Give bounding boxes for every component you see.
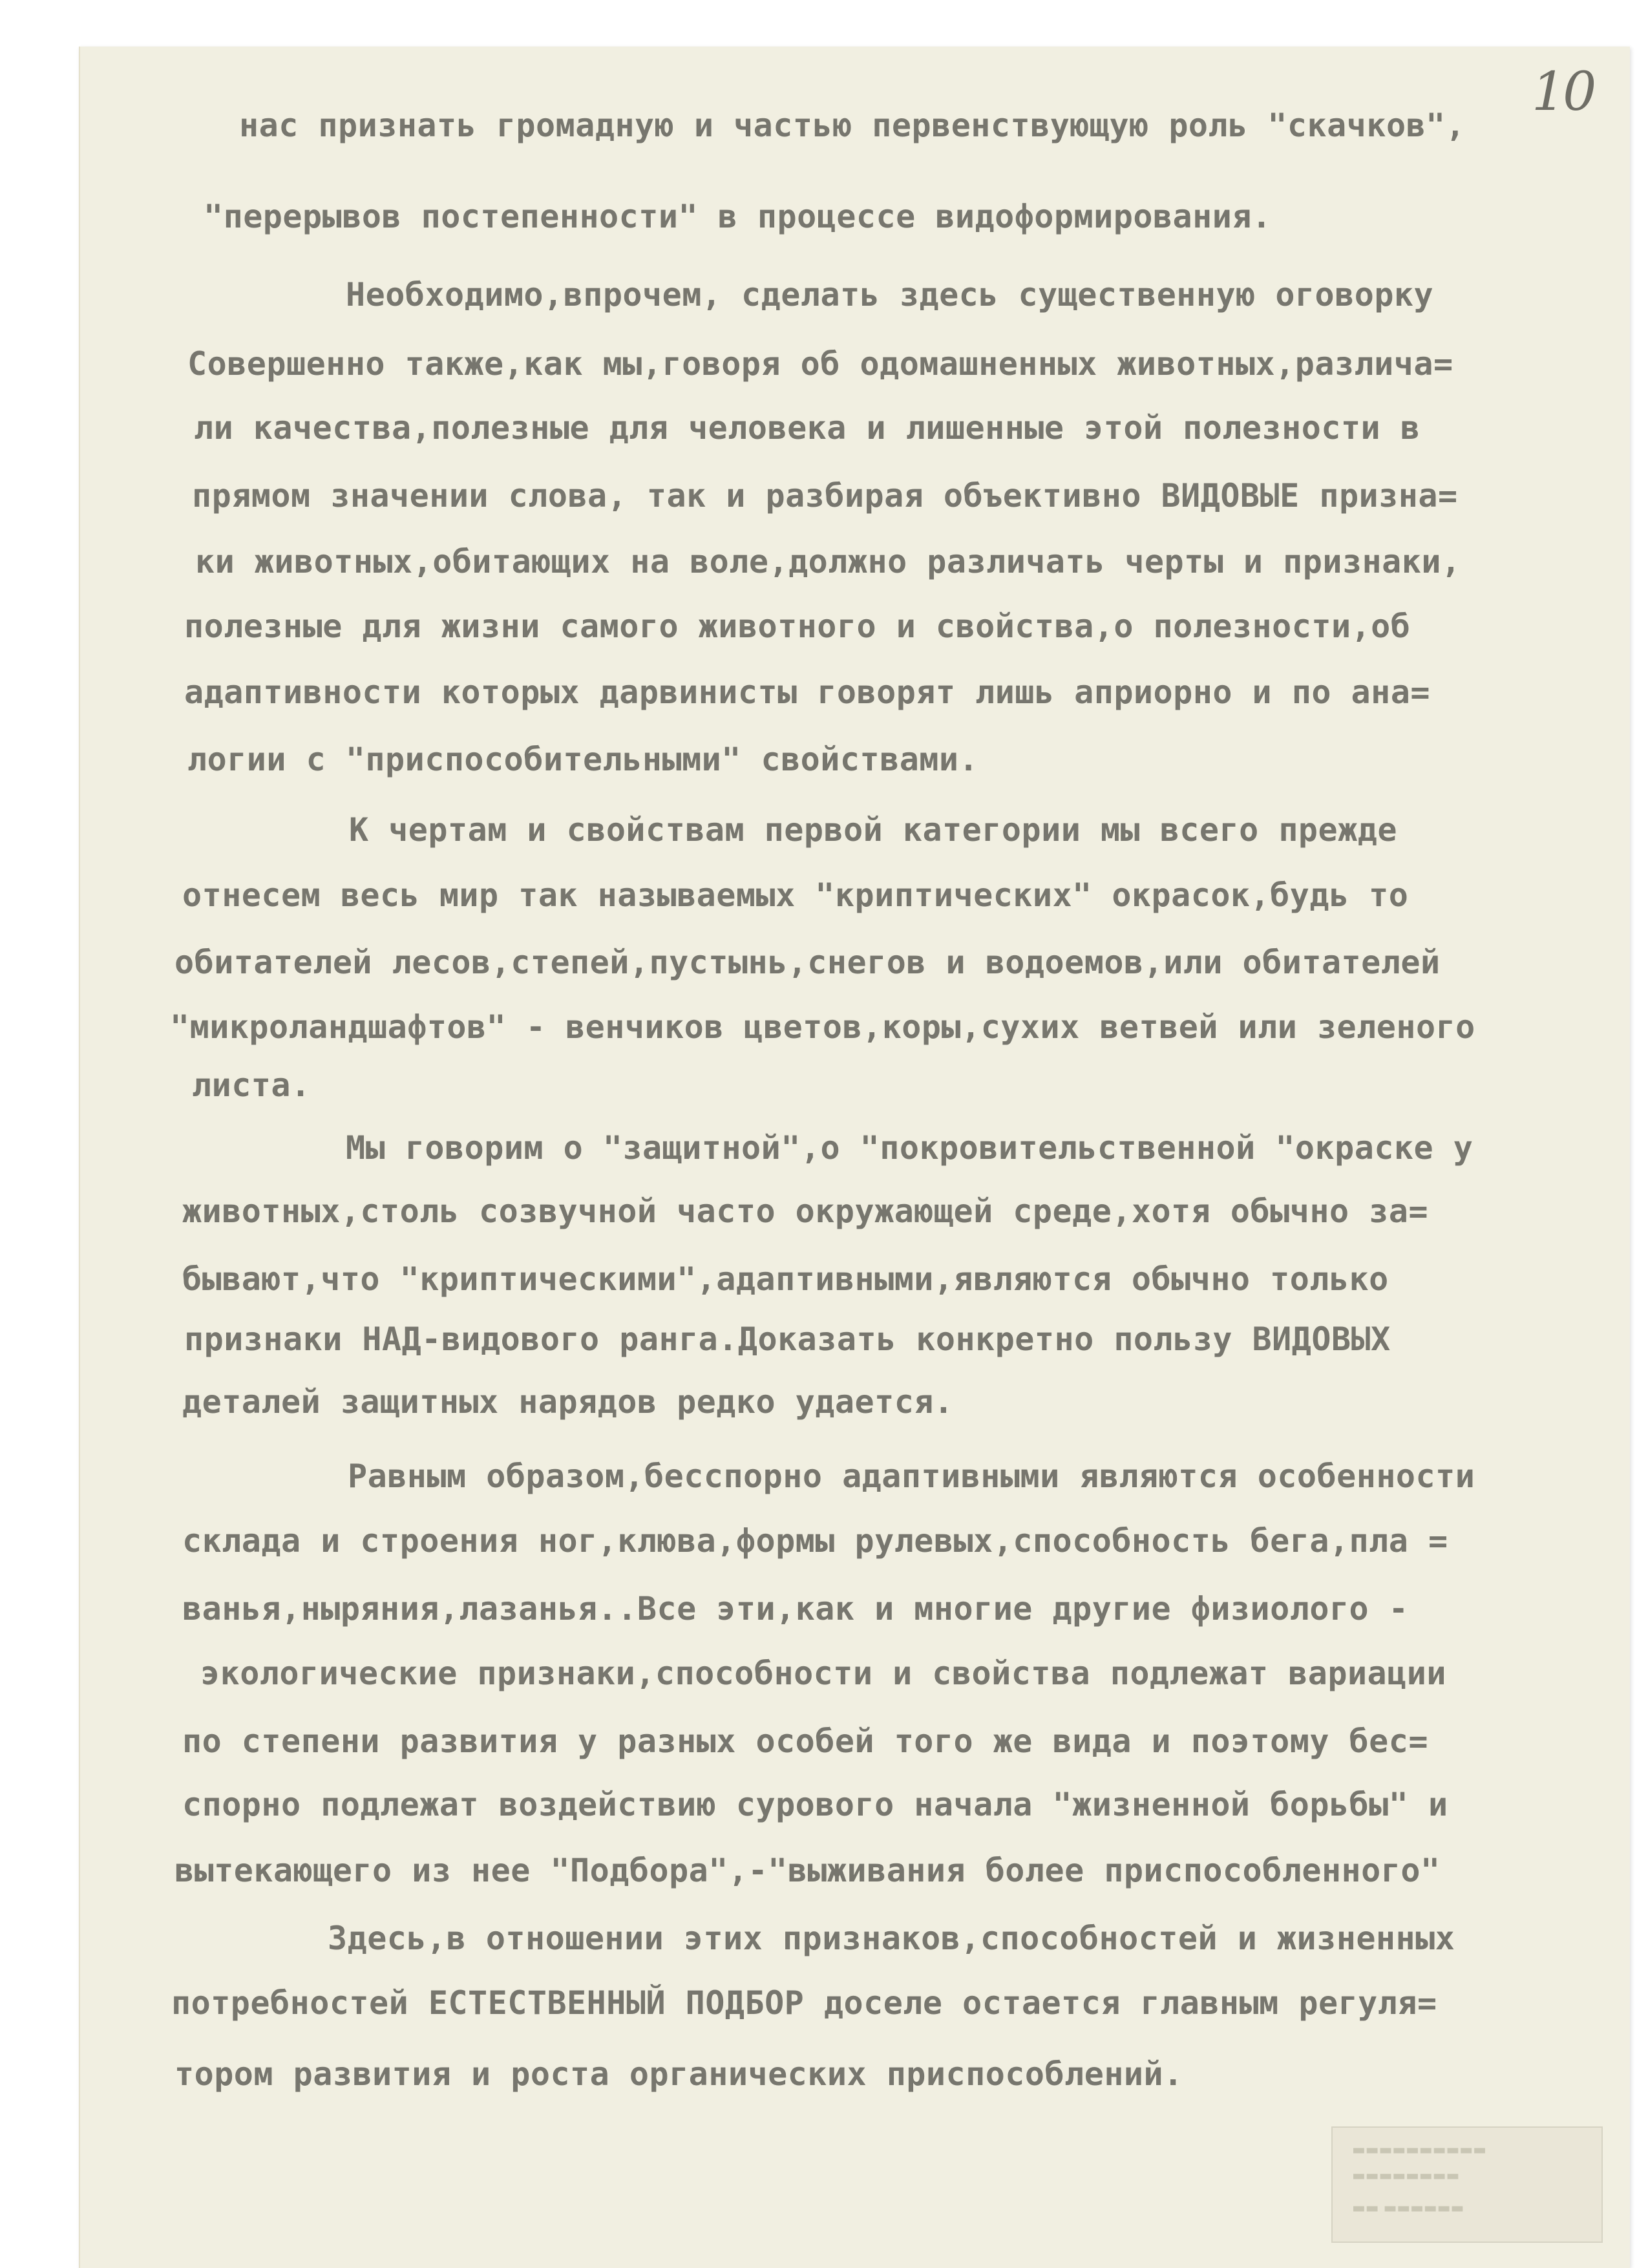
text-line: спорно подлежат воздействию сурового начала "жизненной борьбы" и — [182, 1786, 1448, 1823]
text-line: полезные для жизни самого животного и свойства,о полезности,об — [184, 608, 1411, 645]
text-line: ки животных,обитающих на воле,должно различать черты и признаки, — [195, 543, 1461, 580]
text-line: животных,столь созвучной часто окружающей среде,хотя обычно за= — [182, 1192, 1428, 1230]
text-line: экологические признаки,способности и свойства подлежат вариации — [200, 1655, 1446, 1692]
text-line: потребностей ЕСТЕСТВЕННЫЙ ПОДБОР доселе остается главным регуля= — [171, 1984, 1437, 2022]
text-line: тором развития и роста органических приспособлений. — [174, 2055, 1183, 2093]
text-line: деталей защитных нарядов редко удается. — [182, 1383, 954, 1421]
text-line: "микроландшафтов" - венчиков цветов,коры,сухих ветвей или зеленого — [170, 1008, 1475, 1046]
text-line: адаптивности которых дарвинисты говорят лишь априорно и по ана= — [184, 673, 1430, 711]
text-line: нас признать громадную и частью первенствующую роль "скачков", — [239, 107, 1466, 144]
text-line: листа. — [192, 1066, 311, 1104]
text-line: ли качества,полезные для человека и лишенные этой полезности в — [194, 409, 1421, 447]
text-line: ванья,ныряния,лазанья..Все эти,как и многие другие физиолого - — [182, 1590, 1409, 1627]
stamp-text-mark: ▬▬ ▬▬▬▬▬▬ — [1352, 2200, 1464, 2216]
text-line: отнесем весь мир так называемых "криптических" окрасок,будь то — [182, 876, 1409, 914]
text-line: склада и строения ног,клюва,формы рулевых,способность бега,пла = — [182, 1522, 1448, 1560]
text-line: Равным образом,бесспорно адаптивными являются особенности — [348, 1457, 1475, 1495]
text-line: Совершенно также,как мы,говоря об одомашненных животных,различа= — [187, 345, 1453, 383]
stamp-text-mark: ▬▬▬▬▬▬▬▬▬▬ — [1352, 2142, 1486, 2158]
text-line: К чертам и свойствам первой категории мы всего прежде — [349, 811, 1397, 849]
text-line: прямом значении слова, так и разбирая объективно ВИДОВЫЕ призна= — [192, 477, 1458, 514]
text-line: Необходимо,впрочем, сделать здесь существенную оговорку — [346, 276, 1434, 313]
page-number: 10 — [1532, 61, 1594, 123]
text-line: "перерывов постепенности" в процессе видоформирования. — [204, 198, 1272, 235]
text-line: бывают,что "криптическими",адаптивными,являются обычно только — [182, 1260, 1389, 1298]
archive-stamp — [1331, 2126, 1603, 2243]
text-line: Здесь,в отношении этих признаков,способностей и жизненных — [328, 1920, 1455, 1957]
text-line: Мы говорим о "защитной",о "покровительственной "окраске у — [346, 1129, 1474, 1167]
text-line: вытекающего из нее "Подбора",-"выживания более приспособленного" — [174, 1852, 1441, 1889]
stamp-text-mark: ▬▬▬▬▬▬▬▬ — [1352, 2168, 1460, 2184]
text-line: признаки НАД-видового ранга.Доказать конкретно пользу ВИДОВЫХ — [184, 1320, 1391, 1358]
text-line: обитателей лесов,степей,пустынь,снегов и водоемов,или обитателей — [174, 944, 1441, 981]
text-line: по степени развития у разных особей того же вида и поэтому бес= — [182, 1722, 1428, 1760]
text-line: логии с "приспособительными" свойствами. — [187, 741, 979, 778]
